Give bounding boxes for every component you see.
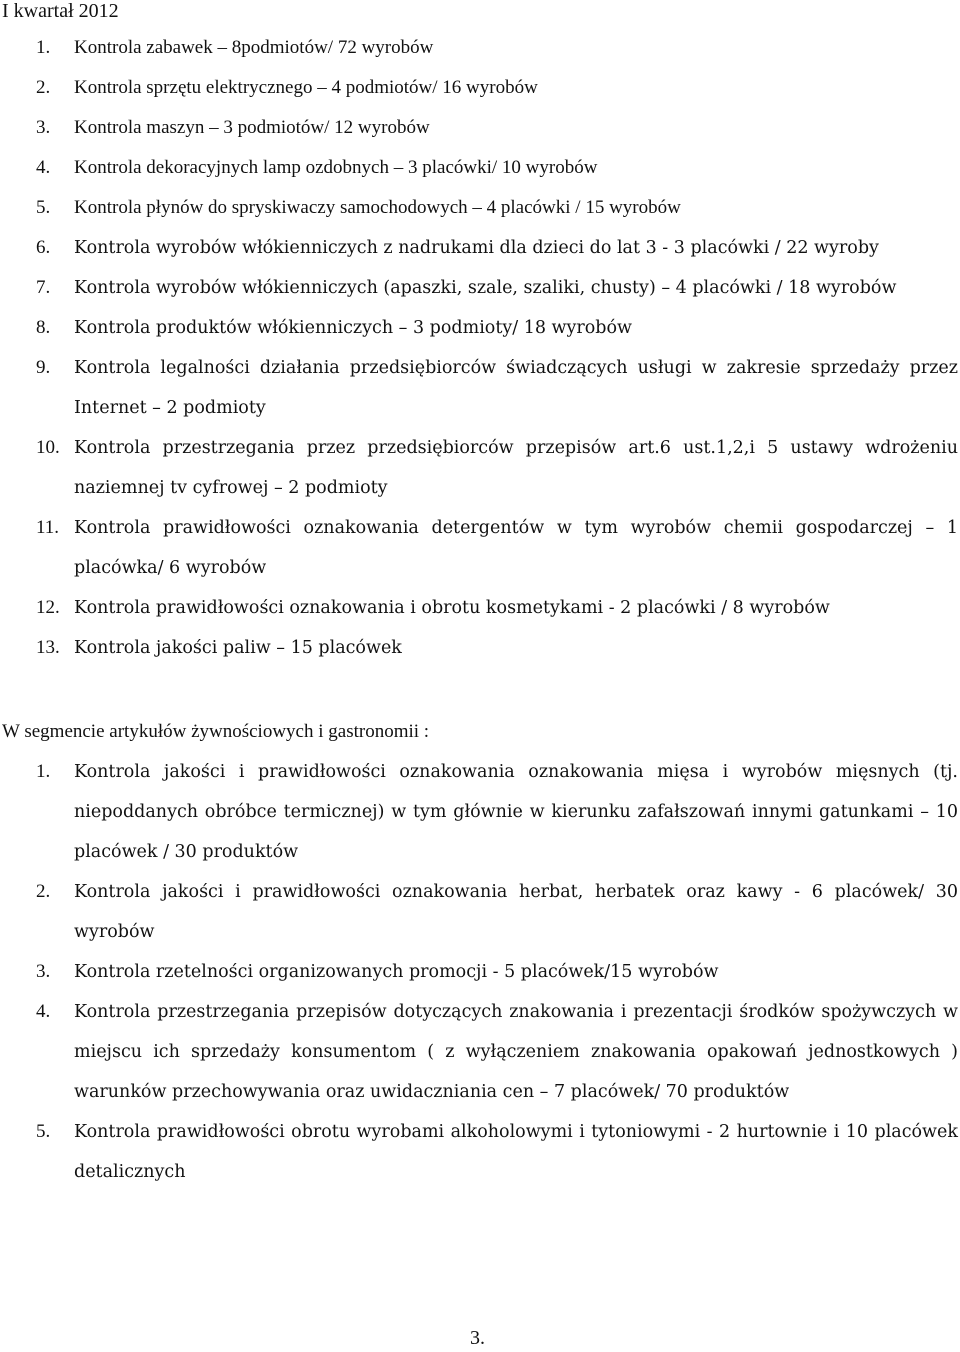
list-item-text: Kontrola jakości i prawidłowości oznakowania oznakowania mięsa i wyrobów mięsnych (tj. niepoddanych obróbce termicznej) w tym głównie w kierunku zafałszowań innymi gatunkami – 10 placówek / 30 produktów bbox=[74, 762, 958, 862]
list-item-text: Kontrola wyrobów włókienniczych (apaszki, szale, szaliki, chusty) – 4 placówki / 18 wyrobów bbox=[74, 278, 897, 298]
list-item bbox=[0, 872, 958, 952]
list-item-number: 1. bbox=[36, 37, 51, 58]
list-item-number: 6. bbox=[36, 237, 51, 258]
list-item-text: Kontrola prawidłowości oznakowania i obrotu kosmetykami - 2 placówki / 8 wyrobów bbox=[74, 598, 830, 618]
list-item bbox=[0, 628, 958, 668]
list-item bbox=[0, 68, 958, 108]
list-item bbox=[0, 268, 958, 308]
list-item-number: 2. bbox=[36, 77, 51, 98]
list-item-number: 4. bbox=[36, 157, 51, 178]
list-item-text: Kontrola legalności działania przedsiębiorców świadczących usługi w zakresie sprzedaży przez Internet – 2 podmioty bbox=[74, 358, 958, 418]
list-item bbox=[0, 588, 958, 628]
list-item bbox=[0, 952, 958, 992]
page-number: 3. bbox=[470, 1327, 485, 1349]
list-item bbox=[0, 348, 958, 428]
list-item-text: Kontrola przestrzegania przepisów dotyczących znakowania i prezentacji środków spożywczych w miejscu ich sprzedaży konsumentom ( z wyłączeniem znakowania opakowań jednostkowych ) warunków przechowywania oraz uwidaczniania cen – 7 placówek/ 70 produktów bbox=[74, 1002, 958, 1102]
list-item bbox=[0, 188, 958, 228]
list-item-number: 5. bbox=[36, 1121, 51, 1142]
list-item bbox=[0, 228, 958, 268]
list-item bbox=[0, 992, 958, 1112]
list-item bbox=[0, 508, 958, 588]
list-item-text: Kontrola rzetelności organizowanych promocji - 5 placówek/15 wyrobów bbox=[74, 962, 719, 982]
inspection-list-q1 bbox=[0, 28, 958, 668]
list-item-number: 5. bbox=[36, 197, 51, 218]
list-item-number: 1. bbox=[36, 761, 51, 782]
list-item bbox=[0, 148, 958, 188]
list-item-text: Kontrola wyrobów włókienniczych z nadrukami dla dzieci do lat 3 - 3 placówki / 22 wyroby bbox=[74, 238, 879, 258]
list-item bbox=[0, 752, 958, 872]
list-item-number: 8. bbox=[36, 317, 51, 338]
list-item bbox=[0, 428, 958, 508]
list-item-number: 3. bbox=[36, 961, 51, 982]
list-item-text: Kontrola produktów włókienniczych – 3 podmioty/ 18 wyrobów bbox=[74, 318, 633, 338]
list-item bbox=[0, 28, 958, 68]
list-item bbox=[0, 108, 958, 148]
page-heading: I kwartał 2012 bbox=[2, 0, 119, 22]
list-item-text: Kontrola zabawek – 8podmiotów/ 72 wyrobów bbox=[74, 37, 434, 58]
list-item-number: 13. bbox=[36, 637, 60, 658]
list-item-number: 12. bbox=[36, 597, 60, 618]
list-item-number: 10. bbox=[36, 437, 60, 458]
list-item-number: 2. bbox=[36, 881, 51, 902]
list-item bbox=[0, 308, 958, 348]
list-item-text: Kontrola maszyn – 3 podmiotów/ 12 wyrobów bbox=[74, 117, 430, 138]
list-item-text: Kontrola jakości i prawidłowości oznakowania herbat, herbatek oraz kawy - 6 placówek/ 30 wyrobów bbox=[74, 882, 958, 942]
list-item-text: Kontrola przestrzegania przez przedsiębiorców przepisów art.6 ust.1,2,i 5 ustawy wdrożeniu naziemnej tv cyfrowej – 2 podmioty bbox=[74, 438, 958, 498]
list-item-text: Kontrola płynów do spryskiwaczy samochodowych – 4 placówki / 15 wyrobów bbox=[74, 197, 681, 218]
list-item-text: Kontrola prawidłowości oznakowania detergentów w tym wyrobów chemii gospodarczej – 1 placówka/ 6 wyrobów bbox=[74, 518, 958, 578]
list-item-number: 3. bbox=[36, 117, 51, 138]
list-item-number: 7. bbox=[36, 277, 51, 298]
list-item-text: Kontrola sprzętu elektrycznego – 4 podmiotów/ 16 wyrobów bbox=[74, 77, 538, 98]
list-item-number: 11. bbox=[36, 517, 60, 538]
list-item bbox=[0, 1112, 958, 1192]
section-title-food: W segmencie artykułów żywnościowych i gastronomii : bbox=[2, 721, 430, 742]
list-item-number: 9. bbox=[36, 357, 51, 378]
list-item-text: Kontrola jakości paliw – 15 placówek bbox=[74, 638, 402, 658]
list-item-number: 4. bbox=[36, 1001, 51, 1022]
list-item-text: Kontrola prawidłowości obrotu wyrobami alkoholowymi i tytoniowymi - 2 hurtownie i 10 placówek detalicznych bbox=[74, 1122, 958, 1182]
list-item-text: Kontrola dekoracyjnych lamp ozdobnych – 3 placówki/ 10 wyrobów bbox=[74, 157, 598, 178]
inspection-list-food bbox=[0, 752, 958, 1192]
